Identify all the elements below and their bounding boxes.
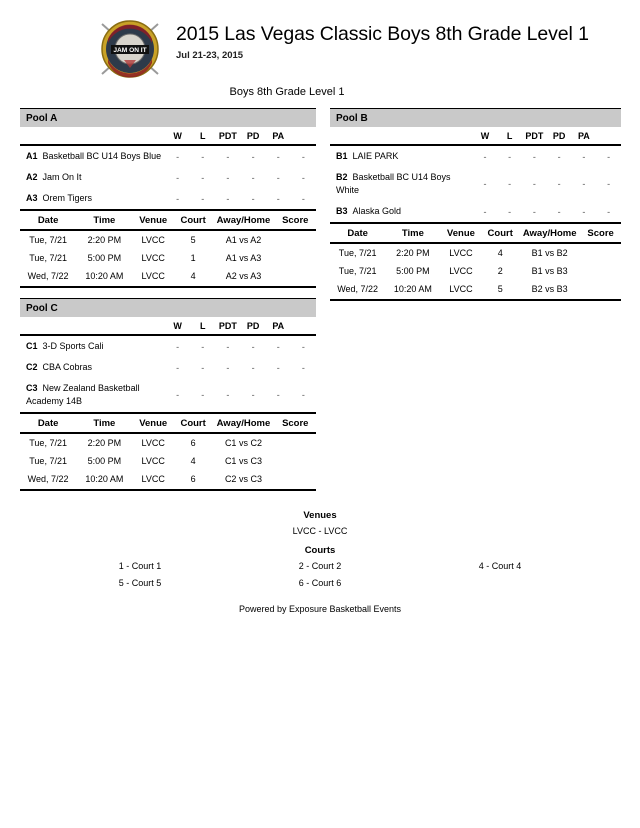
- team-stat-pdt: -: [226, 193, 230, 204]
- games-col-matchup: Away/Home: [519, 223, 580, 243]
- team-stat-extra: -: [607, 206, 611, 217]
- team-name: Basketball BC U14 Boys White: [336, 172, 451, 196]
- team-stat-pd: -: [557, 206, 561, 217]
- pool-section-b: [330, 108, 621, 301]
- pool-header-b: Pool B: [330, 108, 621, 127]
- games-table-a: [20, 209, 316, 288]
- games-col-court: Court: [481, 223, 519, 243]
- games-col-court: Court: [174, 413, 212, 433]
- team-stat-w: -: [176, 151, 180, 162]
- team-stat-extra: -: [301, 193, 305, 204]
- game-score: [580, 280, 621, 300]
- standings-col-extra: [596, 127, 621, 145]
- table-row: [20, 267, 316, 287]
- game-matchup: B1 vs B3: [531, 266, 568, 277]
- game-venue: LVCC: [141, 438, 165, 449]
- standings-col-pd: PD: [547, 127, 572, 145]
- table-row: [20, 188, 316, 209]
- team-stat-pd: -: [557, 151, 561, 162]
- game-court: 4: [497, 248, 503, 259]
- team-stat-l: -: [201, 390, 205, 401]
- team-seed: A1: [26, 151, 38, 161]
- table-row: [330, 167, 621, 201]
- game-court: 4: [174, 267, 212, 287]
- logo-wordmark: JAM ON IT: [113, 47, 147, 55]
- games-col-matchup: Away/Home: [212, 413, 274, 433]
- games-col-venue: Venue: [441, 223, 482, 243]
- venue-entry: LVCC - LVCC: [292, 526, 348, 536]
- games-wrap-a: [20, 209, 316, 288]
- team-stat-pa: -: [276, 151, 280, 162]
- game-date: Tue, 7/21: [29, 235, 67, 246]
- game-court: 4: [190, 456, 196, 467]
- games-col-venue: Venue: [132, 413, 173, 433]
- games-col-matchup: Away/Home: [212, 210, 274, 230]
- game-date: Tue, 7/21: [29, 253, 67, 264]
- game-matchup: B2 vs B3: [519, 280, 580, 300]
- team-stat-extra: -: [301, 362, 305, 373]
- team-stat-extra: -: [607, 179, 611, 190]
- pool-section-c: [20, 298, 316, 491]
- event-dates: Jul 21-23, 2015: [176, 50, 244, 62]
- table-row: [330, 145, 621, 167]
- game-matchup: A2 vs A3: [212, 267, 274, 287]
- team-stat-l: -: [508, 206, 512, 217]
- game-date: Tue, 7/21: [29, 456, 67, 467]
- page-header: [0, 0, 640, 70]
- team-stat-pdt: -: [226, 362, 230, 373]
- venues-heading: Venues: [303, 510, 337, 521]
- team-seed: B3: [336, 206, 348, 217]
- team-stat-extra: -: [301, 390, 305, 401]
- court-entry-empty: [410, 578, 590, 588]
- table-row: [20, 230, 316, 249]
- team-stat-pa: -: [582, 206, 586, 217]
- pool-section-a: [20, 108, 316, 288]
- pool-header-c: Pool C: [20, 298, 316, 317]
- team-stat-pdt: -: [226, 390, 230, 401]
- team-seed: A3: [26, 193, 38, 204]
- team-stat-pd: -: [251, 362, 255, 373]
- games-col-time: Time: [385, 223, 440, 243]
- team-stat-pdt: -: [532, 179, 536, 190]
- games-col-venue: Venue: [132, 210, 173, 230]
- team-stat-pa: -: [276, 193, 280, 204]
- game-score: [275, 230, 316, 249]
- standings-header-row: [20, 127, 316, 145]
- team-stat-w: -: [176, 341, 180, 352]
- game-court: 1: [190, 253, 196, 264]
- game-time: 10:20 AM: [76, 267, 132, 287]
- games-col-date: Date: [20, 210, 76, 230]
- team-seed: A2: [26, 172, 38, 183]
- team-stat-extra: -: [301, 172, 305, 183]
- games-col-time: Time: [76, 413, 132, 433]
- game-time: 2:20 PM: [396, 248, 430, 259]
- games-col-score: Score: [275, 413, 316, 433]
- standings-team-col-header: [20, 127, 165, 145]
- team-stat-w: -: [483, 179, 487, 190]
- team-stat-extra: -: [301, 151, 305, 162]
- standings-col-pa: PA: [266, 317, 291, 335]
- game-venue: LVCC: [449, 248, 473, 259]
- team-stat-w: -: [176, 193, 180, 204]
- table-row: [20, 470, 316, 490]
- standings-col-pa: PA: [572, 127, 597, 145]
- team-stat-pa: -: [582, 179, 586, 190]
- standings-col-w: W: [473, 127, 498, 145]
- powered-by-text: Powered by Exposure Basketball Events: [238, 604, 402, 614]
- game-court: 6: [174, 470, 212, 490]
- games-header-row: [20, 413, 316, 433]
- pool-header-a: Pool A: [20, 108, 316, 127]
- standings-col-extra: [291, 317, 316, 335]
- team-stat-pa: -: [276, 341, 280, 352]
- standings-col-w: W: [165, 127, 190, 145]
- court-entry: 1 - Court 1: [118, 561, 162, 571]
- game-time: 5:00 PM: [87, 456, 122, 467]
- team-stat-l: -: [201, 362, 205, 373]
- standings-team-col-header: [330, 127, 473, 145]
- team-stat-w: -: [176, 362, 180, 373]
- game-venue: LVCC: [132, 470, 173, 490]
- game-matchup: C2 vs C3: [212, 470, 274, 490]
- game-venue: LVCC: [141, 456, 165, 467]
- games-col-score: Score: [580, 223, 621, 243]
- table-row: [20, 433, 316, 452]
- team-stat-w: -: [483, 151, 487, 162]
- game-venue: LVCC: [441, 280, 482, 300]
- page-title: 2015 Las Vegas Classic Boys 8th Grade Level 1: [176, 23, 589, 45]
- team-seed: B2: [336, 172, 348, 183]
- game-date: Wed, 7/22: [20, 267, 76, 287]
- team-stat-l: -: [508, 179, 512, 190]
- table-row: [20, 249, 316, 267]
- team-stat-l: -: [201, 172, 205, 183]
- game-score: [275, 433, 316, 452]
- game-matchup: A1 vs A2: [225, 235, 262, 246]
- standings-team-col-header: [20, 317, 165, 335]
- team-stat-pd: -: [557, 179, 561, 190]
- team-stat-pd: -: [251, 341, 255, 352]
- court-entry: 5 - Court 5: [118, 578, 162, 588]
- team-seed: C2: [26, 362, 38, 373]
- games-col-date: Date: [330, 223, 385, 243]
- team-name: CBA Cobras: [42, 362, 93, 373]
- game-date: Tue, 7/21: [338, 248, 377, 259]
- team-stat-pdt: -: [226, 341, 230, 352]
- team-name: Jam On It: [42, 172, 82, 183]
- game-date: Tue, 7/21: [338, 266, 377, 277]
- games-col-time: Time: [76, 210, 132, 230]
- games-header-row: [20, 210, 316, 230]
- standings-col-l: L: [190, 127, 215, 145]
- team-stat-extra: -: [301, 341, 305, 352]
- team-stat-pdt: -: [226, 151, 230, 162]
- standings-col-extra: [291, 127, 316, 145]
- standings-col-pdt: PDT: [215, 127, 240, 145]
- team-stat-w: -: [176, 172, 180, 183]
- court-entry: 2 - Court 2: [298, 561, 342, 571]
- court-entry: 4 - Court 4: [478, 561, 522, 571]
- game-date: Tue, 7/21: [29, 438, 67, 449]
- game-venue: LVCC: [449, 266, 473, 277]
- standings-table-c: [20, 317, 316, 412]
- game-time: 2:20 PM: [87, 438, 122, 449]
- game-date: Wed, 7/22: [20, 470, 76, 490]
- table-row: [330, 280, 621, 300]
- team-stat-l: -: [201, 341, 205, 352]
- team-stat-pdt: -: [532, 151, 536, 162]
- table-row: [20, 335, 316, 357]
- team-stat-pa: -: [276, 390, 280, 401]
- games-col-score: Score: [275, 210, 316, 230]
- game-time: 10:20 AM: [385, 280, 440, 300]
- standings-table-b: [330, 127, 621, 222]
- standings-col-l: L: [497, 127, 522, 145]
- games-wrap-b: [330, 222, 621, 301]
- team-seed: C1: [26, 341, 38, 351]
- game-venue: LVCC: [141, 235, 165, 246]
- game-venue: LVCC: [141, 253, 165, 264]
- game-score: [275, 267, 316, 287]
- standings-table-a: [20, 127, 316, 209]
- game-score: [580, 262, 621, 280]
- standings-col-l: L: [190, 317, 215, 335]
- standings-col-pd: PD: [241, 127, 266, 145]
- court-entry: 6 - Court 6: [298, 578, 342, 588]
- team-stat-w: -: [176, 390, 180, 401]
- standings-col-pa: PA: [266, 127, 291, 145]
- pools-container: [0, 108, 640, 508]
- team-stat-pdt: -: [532, 206, 536, 217]
- team-name: Basketball BC U14 Boys Blue: [42, 151, 162, 161]
- game-matchup: C1 vs C2: [224, 438, 262, 449]
- team-name: 3-D Sports Cali: [42, 341, 104, 351]
- standings-col-pdt: PDT: [215, 317, 240, 335]
- game-venue: LVCC: [132, 267, 173, 287]
- team-name: Alaska Gold: [352, 206, 402, 217]
- game-time: 2:20 PM: [87, 235, 122, 246]
- table-row: [330, 243, 621, 262]
- courts-grid: [50, 561, 590, 588]
- team-stat-pd: -: [251, 151, 255, 162]
- table-row: [20, 378, 316, 412]
- game-matchup: B1 vs B2: [531, 248, 568, 259]
- team-stat-l: -: [201, 151, 205, 162]
- team-name: Orem Tigers: [42, 193, 93, 204]
- table-row: [20, 357, 316, 378]
- team-seed: B1: [336, 151, 348, 161]
- game-score: [580, 243, 621, 262]
- standings-header-row: [20, 317, 316, 335]
- jam-on-it-basketball-badge-icon: [96, 16, 164, 82]
- games-header-row: [330, 223, 621, 243]
- team-stat-pdt: -: [226, 172, 230, 183]
- game-date: Wed, 7/22: [330, 280, 385, 300]
- team-name: LAIE PARK: [352, 151, 399, 161]
- game-matchup: A1 vs A3: [225, 253, 262, 264]
- team-stat-pd: -: [251, 193, 255, 204]
- team-stat-l: -: [508, 151, 512, 162]
- table-row: [330, 262, 621, 280]
- game-court: 5: [190, 235, 196, 246]
- games-col-date: Date: [20, 413, 76, 433]
- game-score: [275, 470, 316, 490]
- team-seed: C3: [26, 383, 38, 394]
- page-footer: [0, 510, 640, 614]
- game-court: 6: [190, 438, 196, 449]
- table-row: [20, 167, 316, 188]
- team-stat-pa: -: [276, 172, 280, 183]
- standings-col-pdt: PDT: [522, 127, 547, 145]
- game-time: 5:00 PM: [87, 253, 122, 264]
- games-col-court: Court: [174, 210, 212, 230]
- team-stat-pa: -: [582, 151, 586, 162]
- header-text-block: [164, 16, 589, 61]
- game-time: 10:20 AM: [76, 470, 132, 490]
- team-stat-pd: -: [251, 172, 255, 183]
- standings-col-pd: PD: [241, 317, 266, 335]
- standings-col-w: W: [165, 317, 190, 335]
- game-court: 5: [481, 280, 519, 300]
- team-stat-pa: -: [276, 362, 280, 373]
- games-table-c: [20, 412, 316, 491]
- team-name: New Zealand Basketball Academy 14B: [26, 383, 140, 407]
- table-row: [20, 145, 316, 167]
- team-stat-l: -: [201, 193, 205, 204]
- courts-heading: Courts: [304, 545, 336, 556]
- division-title: Boys 8th Grade Level 1: [229, 86, 345, 98]
- game-matchup: C1 vs C3: [224, 456, 262, 467]
- team-stat-extra: -: [607, 151, 611, 162]
- games-table-b: [330, 222, 621, 301]
- table-row: [330, 201, 621, 222]
- games-wrap-c: [20, 412, 316, 491]
- game-court: 2: [497, 266, 503, 277]
- table-row: [20, 452, 316, 470]
- game-score: [275, 249, 316, 267]
- team-stat-pd: -: [251, 390, 255, 401]
- game-score: [275, 452, 316, 470]
- standings-header-row: [330, 127, 621, 145]
- team-stat-w: -: [483, 206, 487, 217]
- game-time: 5:00 PM: [396, 266, 430, 277]
